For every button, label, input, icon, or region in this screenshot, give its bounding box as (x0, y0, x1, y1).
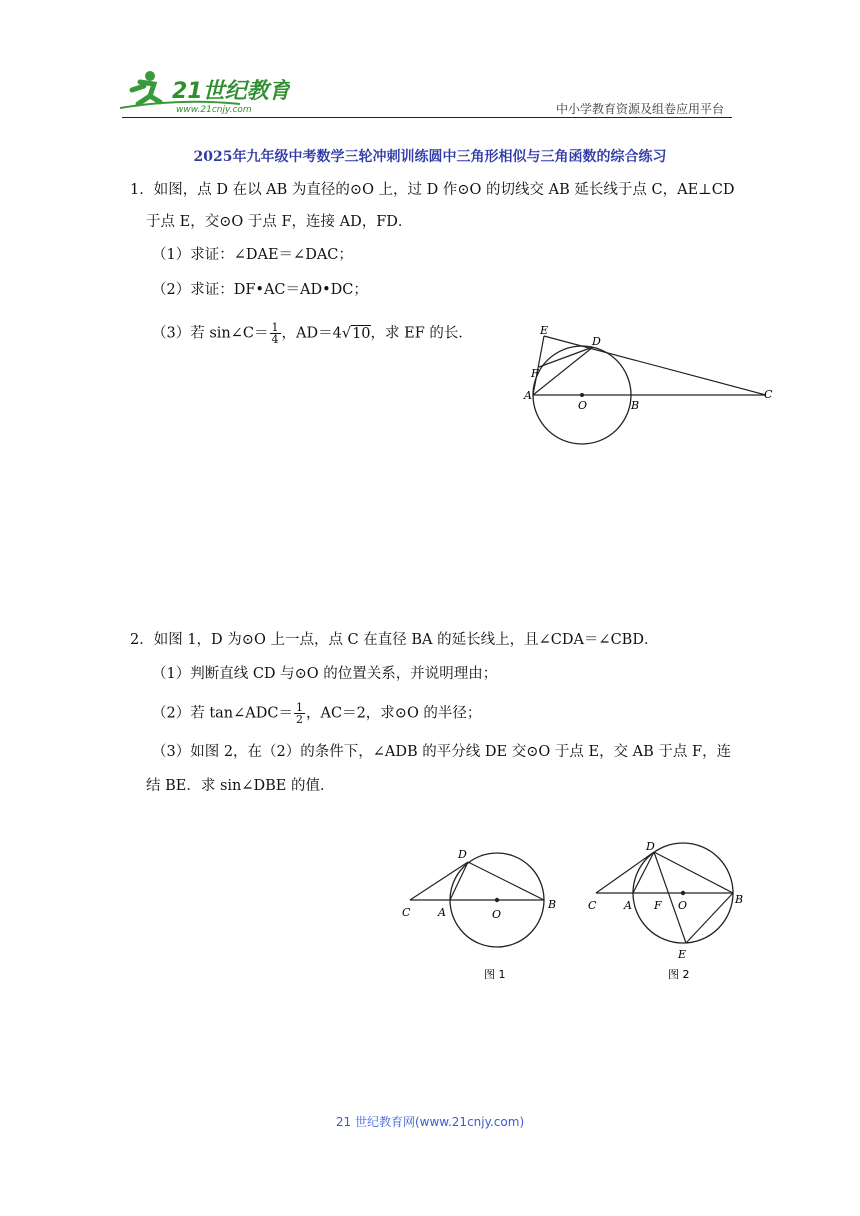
header-divider (122, 117, 732, 118)
q1-line-fd (539, 347, 593, 367)
fig2-center-dot (681, 891, 685, 895)
q2-line1: 2．如图 1，D 为⊙O 上一点，点 C 在直径 BA 的延长线上，且∠CDA＝∠CBD． (130, 632, 659, 648)
platform-name: 中小学教育资源及组卷应用平台 (555, 102, 724, 116)
fig2-label-f: F (654, 899, 662, 912)
q2-part3-line2: 结 BE．求 sin∠DBE 的值． (146, 778, 335, 794)
q1-fraction: $\frac{1}{4}$ (271, 321, 279, 346)
q1-label-d: D (592, 335, 601, 348)
q1-label-b: B (631, 399, 640, 412)
q1-label-a: A (524, 389, 532, 402)
q2-fraction: $\frac{1}{2}$ (296, 701, 303, 726)
q1-label-e: E (540, 324, 549, 337)
fig1-center-dot (495, 898, 499, 902)
q2-figure-1 (398, 838, 566, 988)
site-logo (120, 68, 290, 118)
fig2-label-o: O (678, 899, 688, 912)
fig2-label-b: B (735, 893, 744, 906)
page-title: 2025年九年级中考数学三轮冲刺训练圆中三角形相似与三角函数的综合练习 (193, 149, 667, 165)
q1-part1: （1）求证：∠DAE＝∠DAC； (152, 247, 353, 263)
footer-link[interactable]: 21 世纪教育网(www.21cnjy.com) (335, 1115, 525, 1129)
fig2-caption: 图 2 (668, 968, 690, 981)
fig2-label-e: E (678, 948, 687, 961)
fig1-label-o: O (492, 908, 502, 921)
fig1-label-d: D (458, 848, 467, 861)
q2-part3-line1: （3）如图 2，在（2）的条件下，∠ADB 的平分线 DE 交⊙O 于点 E，交 AB 于点 F，连 (152, 744, 732, 760)
fig2-label-c: C (588, 899, 597, 912)
q1-line2: 于点 E，交⊙O 于点 F，连接 AD，FD． (146, 214, 413, 230)
q2-figure-2 (582, 834, 750, 988)
fig1-label-c: C (402, 906, 411, 919)
q1-line-ec (544, 336, 766, 395)
q2-part2: （2）若 tan∠ADC＝ $\frac{1}{2}$ ，AC＝2，求⊙O 的半径； (152, 701, 482, 726)
logo-text: 21世纪教育 (172, 79, 290, 104)
q1-part3: （3）若 sin∠C＝ $\frac{1}{4}$ ，AD＝4√10，求 EF 的长． (152, 321, 473, 346)
q1-center-dot (580, 393, 584, 397)
runner-logo-icon (120, 68, 290, 118)
q1-part2: （2）求证：DF•AC＝AD•DC； (152, 282, 368, 298)
fig2-line-cd (596, 852, 654, 893)
fig2-line-ad (633, 852, 654, 893)
q1-label-o: O (578, 399, 588, 412)
fig1-label-b: B (548, 898, 557, 911)
logo-url: www.21cnjy.com (176, 105, 252, 115)
q1-line-ad (533, 347, 593, 395)
fig1-label-a: A (438, 906, 446, 919)
q1-label-f: F (531, 367, 539, 380)
fig2-label-d: D (646, 840, 655, 853)
q1-label-c: C (764, 388, 773, 401)
fig2-label-a: A (624, 899, 632, 912)
q1-line1: 1．如图，点 D 在以 AB 为直径的⊙O 上，过 D 作⊙O 的切线交 AB 延长线于点 C，AE⊥CD (130, 182, 735, 198)
q1-figure (518, 322, 778, 446)
q2-part1: （1）判断直线 CD 与⊙O 的位置关系，并说明理由； (152, 666, 498, 682)
fig1-caption: 图 1 (484, 968, 506, 981)
fig1-line-db (468, 862, 544, 900)
